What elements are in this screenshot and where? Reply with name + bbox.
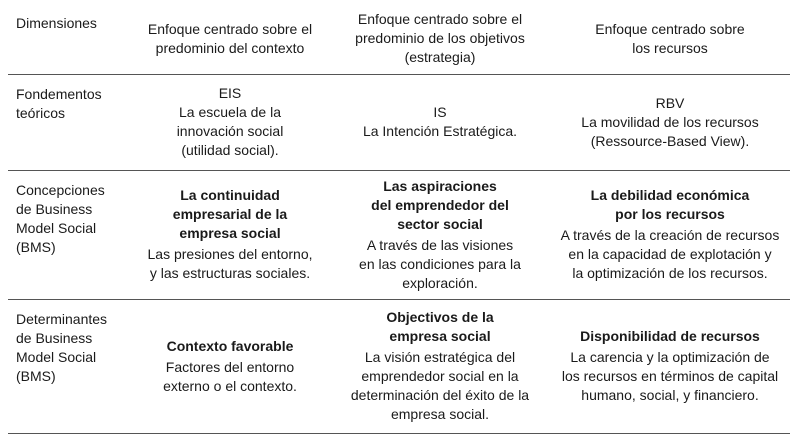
comparison-table xyxy=(8,4,790,434)
cell-text-line: en las condiciones para la xyxy=(359,255,521,272)
cell-text-line: (estrategia) xyxy=(404,49,476,66)
cell-text-line: Factores del entorno xyxy=(165,358,295,375)
cell-heading-line: La continuidad xyxy=(180,187,280,203)
table-row xyxy=(8,299,790,433)
cell-text-line: La movilidad de los recursos xyxy=(581,113,759,130)
cell-heading-line: empresa social xyxy=(179,225,281,241)
cell-text-line: y las estructuras sociales. xyxy=(149,265,311,281)
table-row xyxy=(8,170,790,299)
cell-text-line: exploración. xyxy=(402,274,478,291)
row-label-line: de Business xyxy=(16,329,93,346)
cell-heading-line: empresarial de la xyxy=(172,206,288,222)
table-cell xyxy=(130,74,330,170)
cell-heading-line: Objectivos de la xyxy=(386,309,494,325)
cell-heading-line: La debilidad económica xyxy=(590,187,750,203)
cell-text-line: predominio de los objetivos xyxy=(355,30,525,47)
cell-text-line: EIS xyxy=(218,85,242,101)
cell-heading-line: del emprendedor del xyxy=(371,196,509,213)
cell-text-line: Enfoque centrado sobre el xyxy=(357,11,523,28)
table-cell xyxy=(330,170,550,299)
cell-text-line: (Ressource-Based View). xyxy=(590,132,750,149)
cell-text-line: los recursos xyxy=(632,39,708,56)
cell-text-line: Las presiones del entorno, xyxy=(147,246,313,262)
table-cell xyxy=(130,170,330,299)
cell-text-line: La visión estratégica del xyxy=(364,349,516,365)
table-body xyxy=(8,4,790,433)
cell-heading-line: Las aspiraciones xyxy=(383,177,497,194)
cell-text-line: A través de las visiones xyxy=(366,236,514,253)
table-cell xyxy=(330,74,550,170)
cell-text-line: empresa social. xyxy=(390,406,490,422)
table-row xyxy=(8,4,790,74)
cell-text-line: La carencia y la optimización de xyxy=(570,349,770,365)
cell-text-line: IS xyxy=(433,104,447,120)
cell-text-line: (utilidad social). xyxy=(181,142,279,158)
row-label-line: Determinantes xyxy=(16,310,108,327)
row-label-line: Model Social xyxy=(16,219,97,236)
cell-text-line: Enfoque centrado sobre el xyxy=(147,20,313,37)
table-cell xyxy=(130,4,330,74)
table-row xyxy=(8,74,790,170)
table-cell xyxy=(330,4,550,74)
cell-text-line: la optimización de los recursos. xyxy=(572,265,768,281)
table-cell xyxy=(130,299,330,433)
cell-heading-line: Disponibilidad de recursos xyxy=(580,328,760,344)
cell-heading-line: sector social xyxy=(397,215,483,232)
cell-text-line: emprendedor social en la xyxy=(361,368,519,384)
table-cell xyxy=(550,170,790,299)
cell-text-line: A través de la creación de recursos xyxy=(560,227,780,243)
row-label-line: Fondementos xyxy=(16,85,102,102)
cell-text-line: Enfoque centrado sobre xyxy=(595,20,745,37)
row-label-line: Model Social xyxy=(16,348,97,365)
table-cell xyxy=(330,299,550,433)
cell-text-line: los recursos en términos de capital xyxy=(561,368,779,384)
cell-text-line: en la capacidad de explotación y xyxy=(568,246,772,262)
table-cell xyxy=(550,299,790,433)
table-cell xyxy=(550,4,790,74)
cell-heading-line: empresa social xyxy=(389,328,491,344)
cell-text-line: determinación del éxito de la xyxy=(350,387,530,403)
row-label-line: teóricos xyxy=(16,104,66,121)
cell-text-line: humano, social, y financiero. xyxy=(581,387,759,403)
cell-heading-line: Contexto favorable xyxy=(166,337,294,354)
cell-text-line: La escuela de la xyxy=(179,104,281,120)
cell-text-line: La Intención Estratégica. xyxy=(362,123,518,139)
row-label-cell xyxy=(8,170,130,299)
table-cell xyxy=(550,74,790,170)
row-label-cell xyxy=(8,299,130,433)
row-label-line: (BMS) xyxy=(16,238,56,255)
row-label-cell xyxy=(8,74,130,170)
row-label-line: de Business xyxy=(16,200,93,217)
cell-text-line: externo o el contexto. xyxy=(163,377,297,394)
cell-heading-line: por los recursos xyxy=(615,206,725,222)
row-label-cell xyxy=(8,4,130,74)
row-label-line: Dimensiones xyxy=(16,15,97,31)
row-label-line: (BMS) xyxy=(16,367,56,384)
cell-text-line: innovación social xyxy=(176,123,284,139)
cell-text-line: predominio del contexto xyxy=(155,39,305,56)
row-label-line: Concepciones xyxy=(16,181,105,198)
cell-text-line: RBV xyxy=(655,94,685,111)
